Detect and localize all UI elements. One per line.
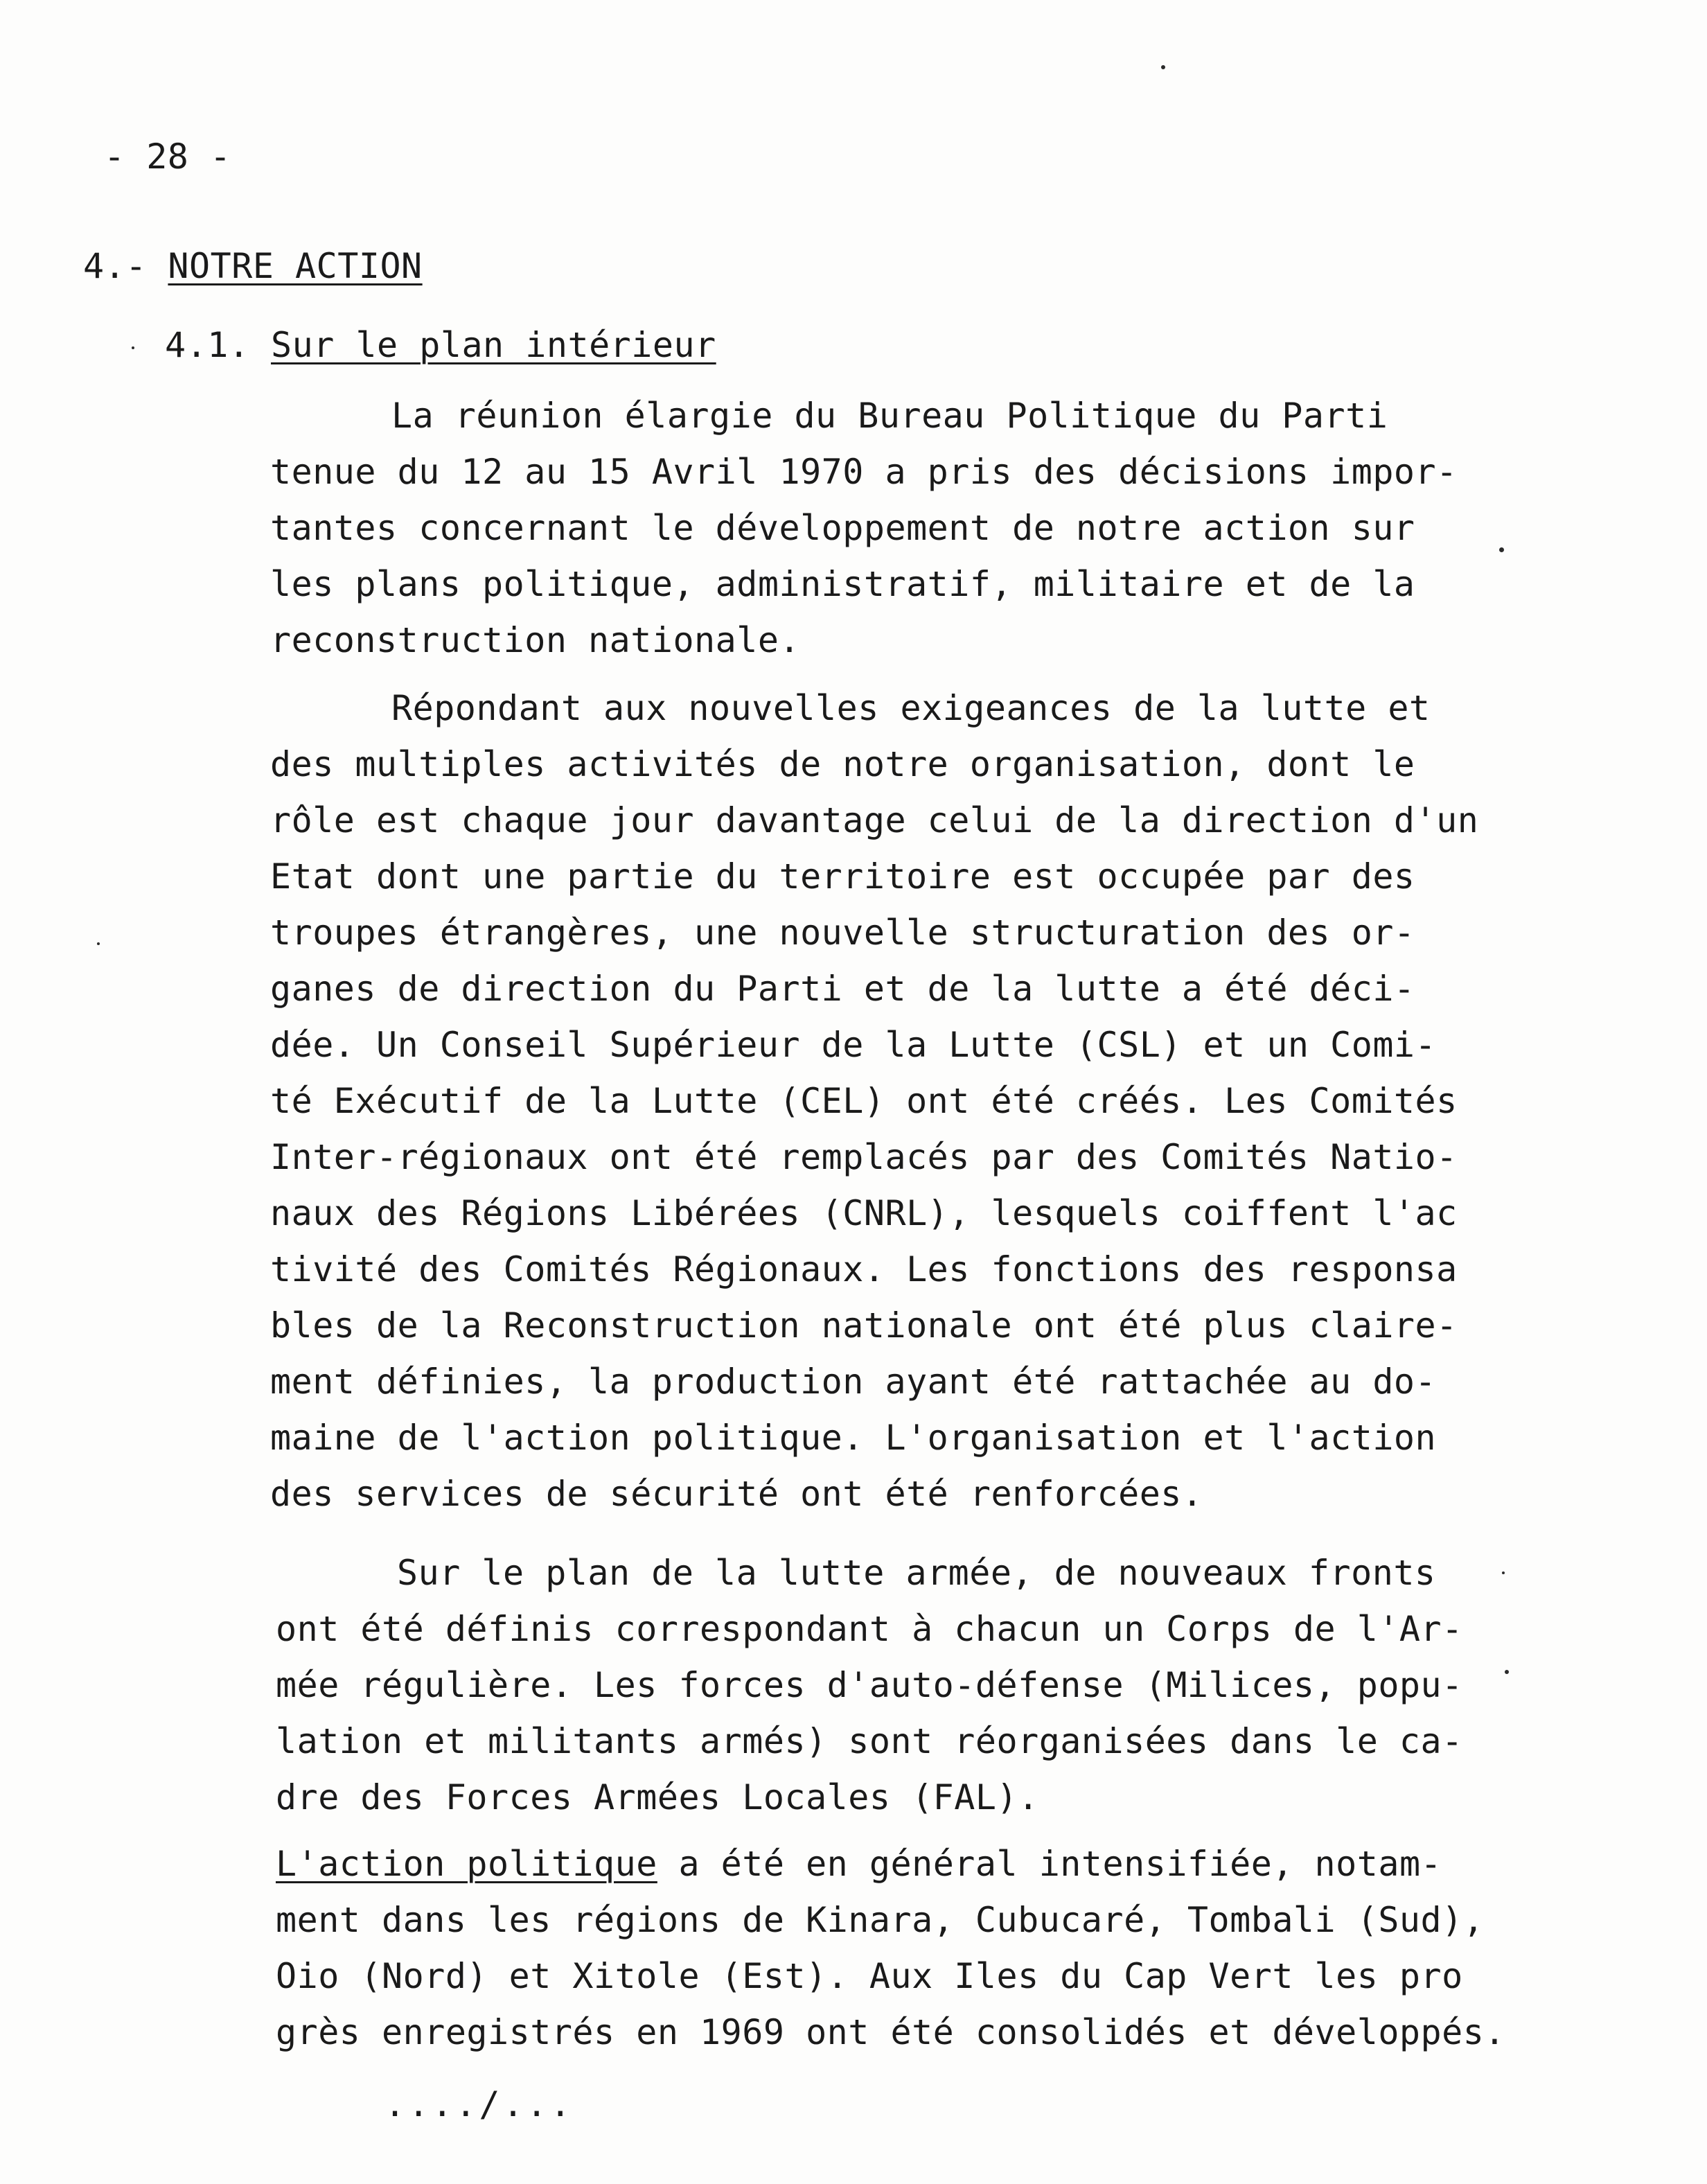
page-number: - 28 -	[104, 136, 231, 177]
paragraph-line: ment dans les régions de Kinara, Cubucaré, Tombali (Sud),	[276, 1900, 1485, 1940]
paragraph-line: reconstruction nationale.	[270, 620, 801, 660]
subsection-number: 4.1.	[165, 325, 250, 365]
paragraph-line: ont été définis correspondant à chacun un Corps de l'Ar-	[276, 1609, 1463, 1649]
paragraph-line: Inter-régionaux ont été remplacés par des Comités Natio-	[270, 1137, 1458, 1177]
scan-speck	[1502, 1571, 1505, 1574]
subsection-heading	[165, 317, 716, 373]
paragraph-line: bles de la Reconstruction nationale ont été plus claire-	[270, 1305, 1458, 1346]
paragraph-line: La réunion élargie du Bureau Politique du Parti	[391, 396, 1388, 436]
paragraph-line: des services de sécurité ont été renforcées.	[270, 1474, 1203, 1514]
section-number: 4.-	[83, 246, 147, 286]
scan-speck	[1161, 65, 1165, 69]
scan-speck	[97, 942, 100, 945]
scan-speck	[132, 346, 134, 349]
paragraph-line: mée régulière. Les forces d'auto-défense (Milices, popu-	[276, 1665, 1463, 1705]
paragraph-line: des multiples activités de notre organisation, dont le	[270, 744, 1415, 784]
paragraph-line: dée. Un Conseil Supérieur de la Lutte (CSL) et un Comi-	[270, 1025, 1437, 1065]
paragraph-line: troupes étrangères, une nouvelle structuration des or-	[270, 913, 1415, 953]
paragraph-line: lation et militants armés) sont réorganisées dans le ca-	[276, 1721, 1463, 1761]
paragraph-line: Etat dont une partie du territoire est occupée par des	[270, 856, 1415, 897]
paragraph-line: Répondant aux nouvelles exigeances de la lutte et	[391, 688, 1431, 728]
paragraph-2	[270, 680, 1478, 1522]
paragraph-line	[276, 1836, 1505, 1892]
paragraph-line: té Exécutif de la Lutte (CEL) ont été créés. Les Comités	[270, 1081, 1458, 1121]
paragraph-line: les plans politique, administratif, militaire et de la	[270, 564, 1415, 604]
underlined-lead: L'action politique	[276, 1844, 657, 1884]
paragraph-line: Sur le plan de la lutte armée, de nouveaux fronts	[397, 1553, 1436, 1593]
section-title: NOTRE ACTION	[168, 246, 423, 286]
section-heading	[83, 238, 423, 294]
paragraph-line: maine de l'action politique. L'organisation et l'action	[270, 1418, 1437, 1458]
paragraph-line: tenue du 12 au 15 Avril 1970 a pris des décisions impor-	[270, 452, 1458, 492]
paragraph-line: naux des Régions Libérées (CNRL), lesquels coiffent l'ac	[270, 1193, 1458, 1233]
subsection-title: Sur le plan intérieur	[271, 325, 716, 365]
paragraph-line: dre des Forces Armées Locales (FAL).	[276, 1777, 1039, 1817]
paragraph-line: grès enregistrés en 1969 ont été consolidés et développés.	[276, 2012, 1505, 2052]
paragraph-line: tivité des Comités Régionaux. Les fonctions des responsa	[270, 1249, 1458, 1289]
scan-speck	[1505, 1670, 1509, 1674]
scan-speck	[1499, 547, 1504, 552]
paragraph-line: rôle est chaque jour davantage celui de la direction d'un	[270, 800, 1479, 840]
paragraph-1	[270, 388, 1458, 669]
paragraph-line-rest: a été en général intensifiée, notam-	[657, 1844, 1442, 1884]
paragraph-line: ganes de direction du Parti et de la lutte a été déci-	[270, 969, 1415, 1009]
paragraph-4	[276, 1836, 1505, 2061]
paragraph-line: tantes concernant le développement de notre action sur	[270, 508, 1415, 548]
paragraph-line: ment définies, la production ayant été rattachée au do-	[270, 1362, 1437, 1402]
paragraph-line: Oio (Nord) et Xitole (Est). Aux Iles du Cap Vert les pro	[276, 1956, 1463, 1996]
continuation-mark: ..../...	[384, 2084, 574, 2124]
paragraph-3	[276, 1545, 1463, 1826]
